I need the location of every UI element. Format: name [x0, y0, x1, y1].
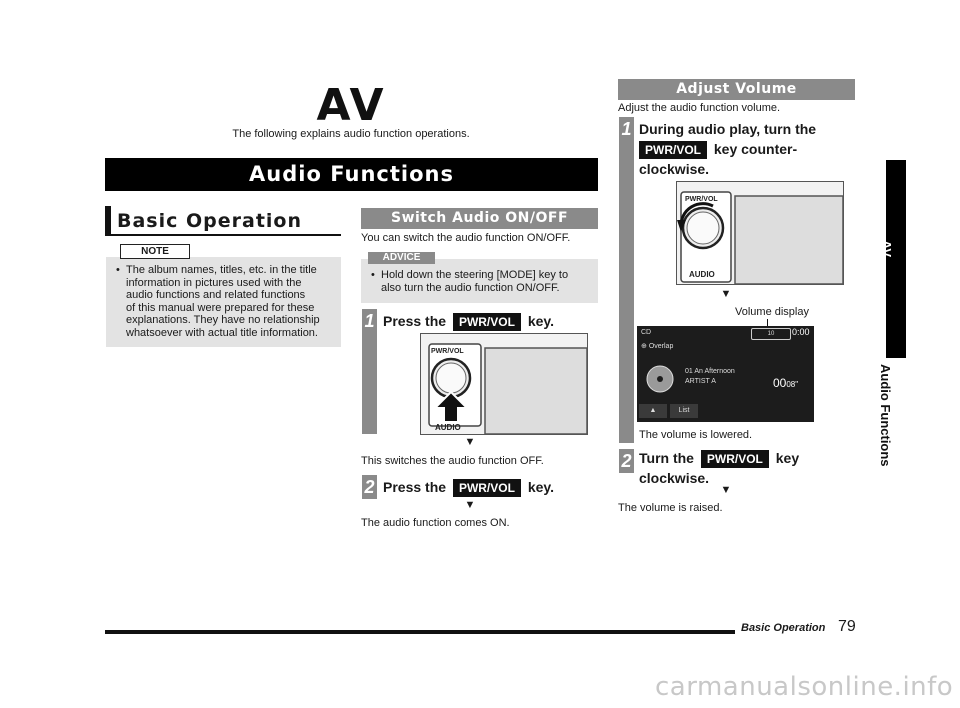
note-line: The album names, titles, etc. in the title [126, 264, 317, 276]
note-bullet [116, 264, 331, 339]
note-text [126, 264, 320, 339]
audio-screen [637, 326, 814, 422]
note-line: information in pictures used with the [126, 276, 302, 289]
advice-tag: ADVICE [368, 252, 435, 264]
step-instruction [383, 311, 554, 331]
step-line [639, 448, 849, 468]
step-result: The audio function comes ON. [361, 517, 510, 529]
pwr-vol-label: PWR/VOL [685, 196, 718, 203]
step-text: key [775, 450, 800, 466]
side-tab-audio-label: Audio Functions [878, 364, 893, 467]
down-arrow-icon: ▼ [720, 484, 732, 496]
step-text: clockwise. [639, 161, 710, 177]
step-text: clockwise. [639, 470, 710, 486]
down-arrow-icon: ▼ [464, 436, 476, 448]
advice-text [381, 269, 568, 294]
step-text: key. [527, 479, 555, 495]
down-arrow-icon: ▼ [464, 499, 476, 511]
cd-disc-icon [645, 364, 675, 394]
volume-bar [751, 328, 791, 340]
step-text: Press the [383, 479, 447, 495]
advice-line: also turn the audio function ON/OFF. [381, 281, 560, 294]
source-label: CD [641, 329, 652, 336]
adjust-heading: Adjust Volume [618, 79, 855, 100]
note-line: whatsoever with actual title information. [126, 326, 318, 339]
device-illustration [420, 333, 588, 435]
device-illustration [676, 181, 844, 285]
step-number: 2 [619, 449, 634, 473]
step-text: Turn the [639, 450, 694, 466]
play-time-min: 00 [773, 376, 787, 390]
audio-label: AUDIO [435, 423, 461, 432]
note-line: of this manual were prepared for these [126, 301, 315, 314]
track-title: 01 An Afternoon [685, 368, 735, 375]
volume-display-label: Volume display [735, 306, 809, 318]
note-tag: NOTE [120, 244, 190, 259]
bullet-dot: • [371, 269, 375, 281]
note-line: audio functions and related functions [126, 289, 306, 301]
step-result: This switches the audio function OFF. [361, 455, 544, 467]
step-instruction [639, 119, 849, 179]
step-result: The volume is lowered. [639, 429, 753, 441]
adjust-intro: Adjust the audio function volume. [618, 102, 781, 114]
pwr-vol-key-label: PWR/VOL [639, 141, 707, 159]
step-result: The volume is raised. [618, 502, 723, 514]
advice-box [361, 259, 598, 303]
pwr-vol-key-label: PWR/VOL [453, 479, 521, 497]
page-number: 79 [838, 618, 856, 635]
advice-line: Hold down the steering [MODE] key to [381, 269, 569, 281]
overlap-label: Overlap [648, 343, 674, 350]
footer-rule [105, 630, 735, 634]
note-box [106, 257, 341, 347]
step-number: 1 [619, 117, 634, 443]
step-text: key counter- [713, 141, 798, 157]
section-heading: Basic Operation [105, 206, 341, 236]
switch-heading: Switch Audio ON/OFF [361, 208, 598, 229]
play-time-sec: 08" [786, 380, 799, 389]
note-line: explanations. They have no relationship [126, 314, 320, 326]
side-tab-marker [886, 346, 906, 358]
footer-section-label: Basic Operation [741, 622, 826, 634]
step-number: 1 [362, 309, 377, 434]
step-instruction [639, 448, 849, 488]
volume-value: 10 [767, 331, 775, 337]
side-tab-av-label: AV [879, 240, 894, 258]
artist-name: ARTIST A [685, 378, 716, 385]
step-number: 2 [362, 475, 377, 499]
overlap-row [641, 342, 673, 350]
chapter-banner: Audio Functions [105, 158, 598, 191]
pwr-vol-key-label: PWR/VOL [701, 450, 769, 468]
advice-bullet [371, 269, 588, 294]
switch-intro: You can switch the audio function ON/OFF. [361, 232, 571, 244]
step-text: key. [527, 313, 555, 329]
step-instruction [383, 477, 554, 497]
list-button: List [670, 404, 698, 418]
pwr-vol-label: PWR/VOL [431, 348, 464, 355]
overlap-icon: ⊕ [641, 343, 647, 350]
page-title: AV [316, 80, 386, 131]
watermark: carmanualsonline.info [655, 672, 954, 702]
bullet-dot: • [116, 264, 120, 276]
page-subtitle: The following explains audio function operations. [232, 128, 470, 140]
audio-label: AUDIO [689, 270, 715, 279]
step-text: Press the [383, 313, 447, 329]
pwr-vol-key-label: PWR/VOL [453, 313, 521, 331]
play-time [773, 376, 798, 390]
up-button: ▲ [639, 404, 667, 418]
clock: 0:00 [792, 327, 810, 337]
step-line [639, 139, 849, 159]
down-arrow-icon: ▼ [720, 288, 732, 300]
step-text: During audio play, turn the [639, 121, 817, 137]
